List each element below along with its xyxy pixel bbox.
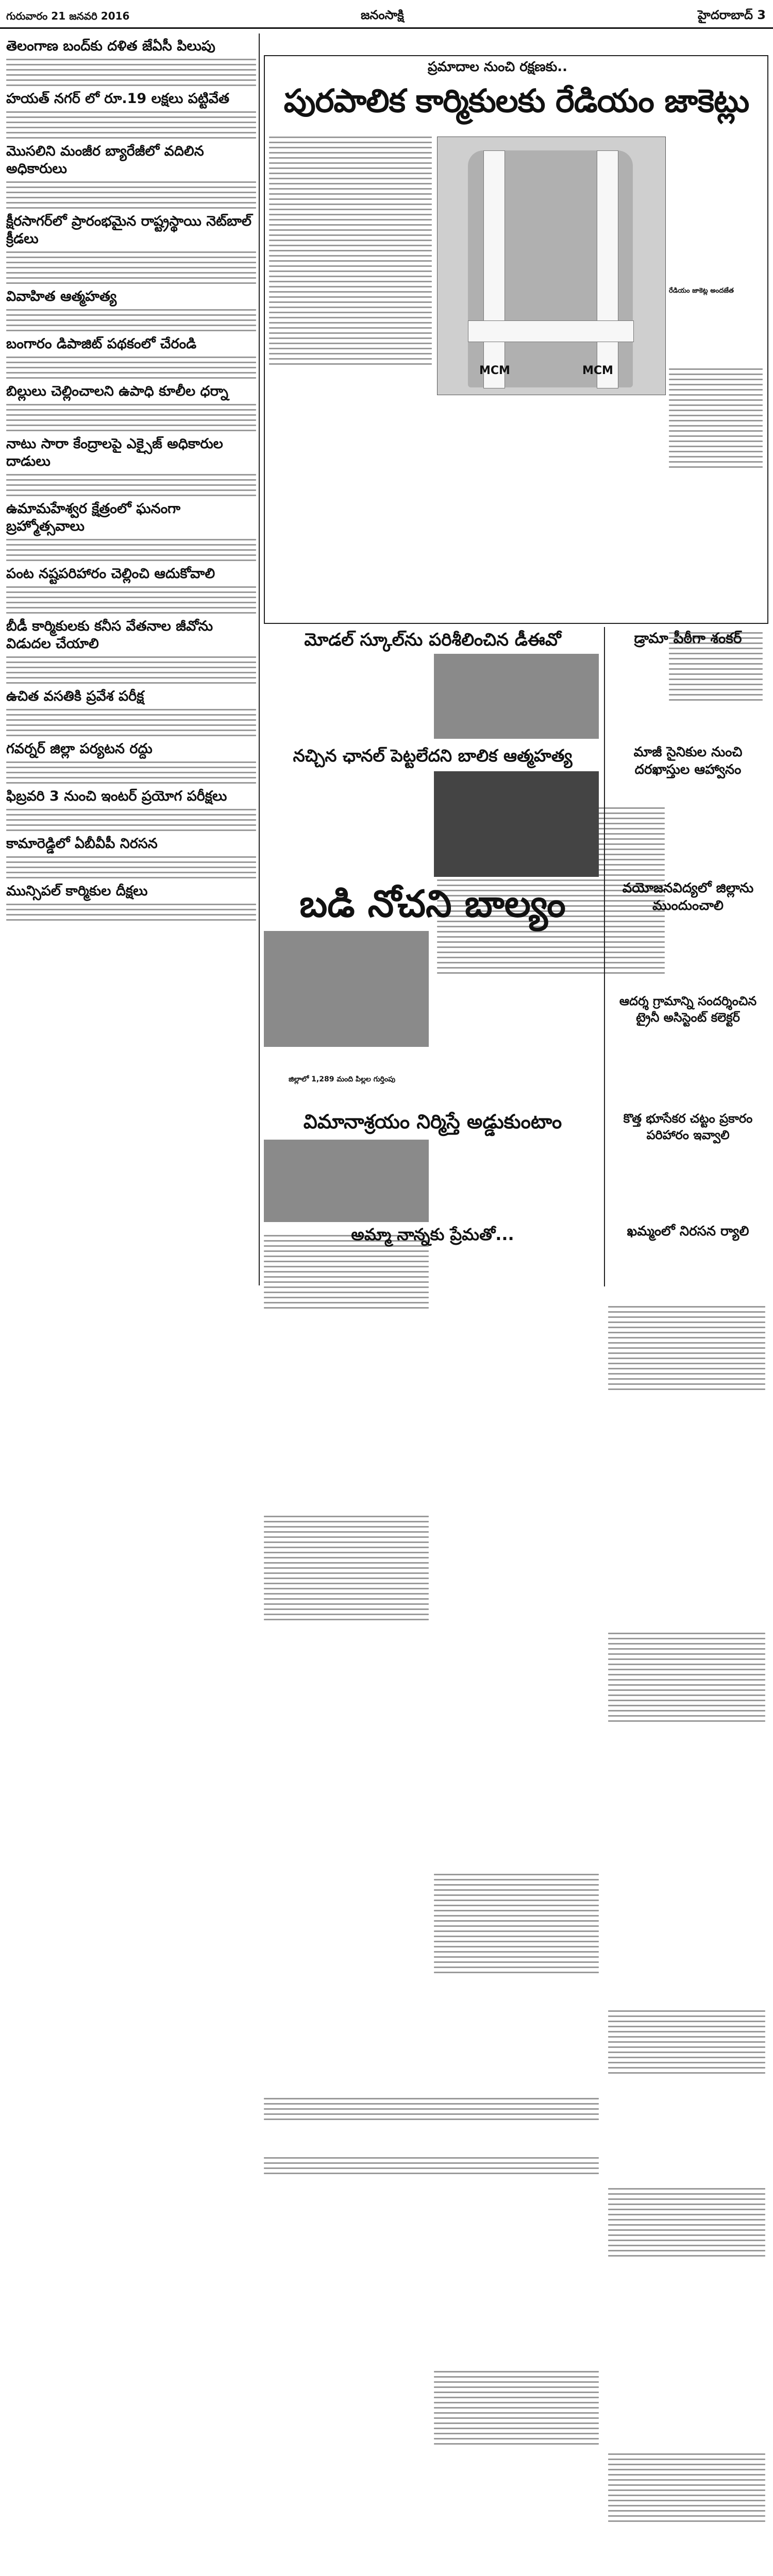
left-story-body: [6, 357, 256, 379]
adult-edu-headline: వయోజనవిద్యలో జిల్లాను ముందుంచాలి: [622, 880, 754, 913]
left-story-headline: తెలంగాణ బంద్‌కు దళిత జేఏసీ పిలుపు: [6, 38, 215, 54]
main-story-body-left: [269, 137, 432, 365]
column-divider: [259, 33, 260, 1285]
amma-headline: అమ్మా నాన్నకు ప్రేమతో...: [351, 1225, 514, 1244]
masthead-city: [698, 8, 766, 25]
adult-edu-body: [608, 2010, 765, 2074]
childhood-body-bottom: [264, 2098, 599, 2120]
childhood-body-right: [434, 1874, 599, 1973]
left-story-body: [6, 856, 256, 878]
left-story-headline: బిల్లులు చెల్లించాలని ఉపాధి కూలీల ధర్నా: [6, 383, 228, 399]
left-story-headline: కామారెడ్డిలో ఏబీవీపీ నిరసన: [6, 836, 158, 852]
child-labour-photo: [264, 931, 429, 1047]
left-story-headline: మున్సిపల్ కార్మికుల దీక్షలు: [6, 883, 148, 899]
collector-body: [608, 2188, 765, 2257]
new-law-headline: కొత్త భూసేకర చట్టం ప్రకారం పరిహారం ఇవ్వాలి: [623, 1111, 753, 1142]
ex-soldiers-headline: మాజీ సైనికుల నుంచి దరఖాస్తుల ఆహ్వానం: [633, 744, 743, 777]
left-story-body: [6, 111, 256, 139]
left-story-body: [6, 474, 256, 496]
childhood-body-bottom-2: [264, 2157, 599, 2174]
drama-body: [608, 1306, 765, 1390]
left-story-body: [6, 539, 256, 561]
airport-body: [434, 2371, 599, 2445]
collector-headline: ఆదర్శ గ్రామాన్ని సందర్శించిన ట్రైనీ అసిస్టెంట్ కలెక్టర్: [619, 994, 757, 1025]
airport-protest-photo: [264, 1140, 429, 1222]
left-story-body: [6, 761, 256, 784]
left-story-body: [6, 251, 256, 284]
left-story-body: [6, 181, 256, 209]
left-story-body: [6, 404, 256, 431]
left-story-headline: గవర్నర్ జిల్లా పర్యటన రద్దు: [6, 741, 153, 757]
airport-headline: విమానాశ్రయం నిర్మిస్తే అడ్డుకుంటాం: [303, 1110, 562, 1133]
drama-headline: డ్రామా పీఠీగా శంకర్: [634, 630, 742, 647]
new-law-body: [608, 2453, 765, 2522]
channel-suicide-body: [264, 1516, 429, 1620]
left-story-headline: ఉచిత వసతికి ప్రవేశ పరీక్ష: [6, 688, 144, 704]
left-story-body: [6, 809, 256, 831]
left-story-body: [6, 904, 256, 921]
left-story-headline: ఫిబ్రవరి 3 నుంచి ఇంటర్ ప్రయోగ పరీక్షలు: [6, 788, 227, 804]
model-school-photo: [434, 654, 599, 739]
city-name: హైదరాబాద్: [698, 8, 753, 22]
jacket-vest-image: [468, 150, 633, 387]
left-news-column: [6, 33, 256, 1288]
khammam-headline: ఖమ్మంలో నిరసన ర్యాలి: [627, 1224, 749, 1239]
left-story-headline: ఉమామహేశ్వర క్షేత్రంలో ఘనంగా బ్రహ్మోత్సవాలు: [6, 501, 181, 534]
childhood-headline: బడి నోచని బాల్యం: [299, 882, 566, 925]
main-story-kicker: ప్రమాదాల నుంచి రక్షణకు..: [428, 59, 568, 75]
left-story-body: [6, 59, 256, 86]
newspaper-logo: జనంసాక్షి: [361, 8, 404, 22]
masthead-date: గురువారం 21 జనవరి 2016: [6, 10, 130, 22]
top-rule: [0, 27, 773, 29]
right-column-divider: [604, 627, 605, 1286]
left-story-headline: మొసలిని మంజీర బ్యారేజీలో వదిలిన అధికారులు: [6, 143, 204, 177]
left-story-headline: నాటు సారా కేంద్రాలపై ఎక్సైజ్ అధికారుల దాడులు: [6, 436, 223, 469]
main-story-subhead: రేడియం జాకెట్ల అందజేత: [669, 287, 734, 295]
channel-suicide-headline: నచ్చిన ఛానల్ పెట్టలేదని బాలిక ఆత్మహత్య: [293, 745, 573, 766]
child-stat-subhead: జిల్లాలో 1,289 మంది పిల్లల గుర్తింపు: [289, 1075, 396, 1083]
main-story-body-right: [669, 368, 763, 468]
jacket-label-right: MCM: [582, 364, 613, 377]
left-story-headline: పంట నష్టపరిహారం చెల్లించి ఆదుకోవాలి: [6, 566, 215, 582]
model-school-headline: మోడల్ స్కూల్‌ను పరిశీలించిన డీఈవో: [304, 630, 561, 650]
left-story-headline: క్షీరసాగర్‌లో ప్రారంభమైన రాష్ట్రస్థాయి నెట్‌బాల్ క్రీడలు: [6, 213, 252, 247]
left-story-headline: బీడీ కార్మికులకు కనీస వేతనాల జీవోను విడుదల చేయాలి: [6, 618, 213, 652]
page-number: 3: [757, 8, 766, 22]
left-story-body: [6, 586, 256, 614]
jacket-label-left: MCM: [479, 364, 510, 377]
left-story-body: [6, 309, 256, 331]
left-story-headline: వివాహిత ఆత్మహత్య: [6, 289, 117, 304]
girl-photo: [434, 771, 599, 877]
left-story-headline: బంగారం డిపాజిట్ పథకంలో చేరండి: [6, 336, 197, 352]
main-story-headline: పురపాలిక కార్మికులకు రేడియం జాకెట్లు: [283, 82, 749, 120]
left-story-body: [6, 656, 256, 684]
left-story-headline: హయత్ నగర్ లో రూ.19 లక్షలు పట్టివేత: [6, 91, 229, 107]
ex-soldiers-body: [608, 1633, 765, 1722]
left-story-body: [6, 709, 256, 736]
